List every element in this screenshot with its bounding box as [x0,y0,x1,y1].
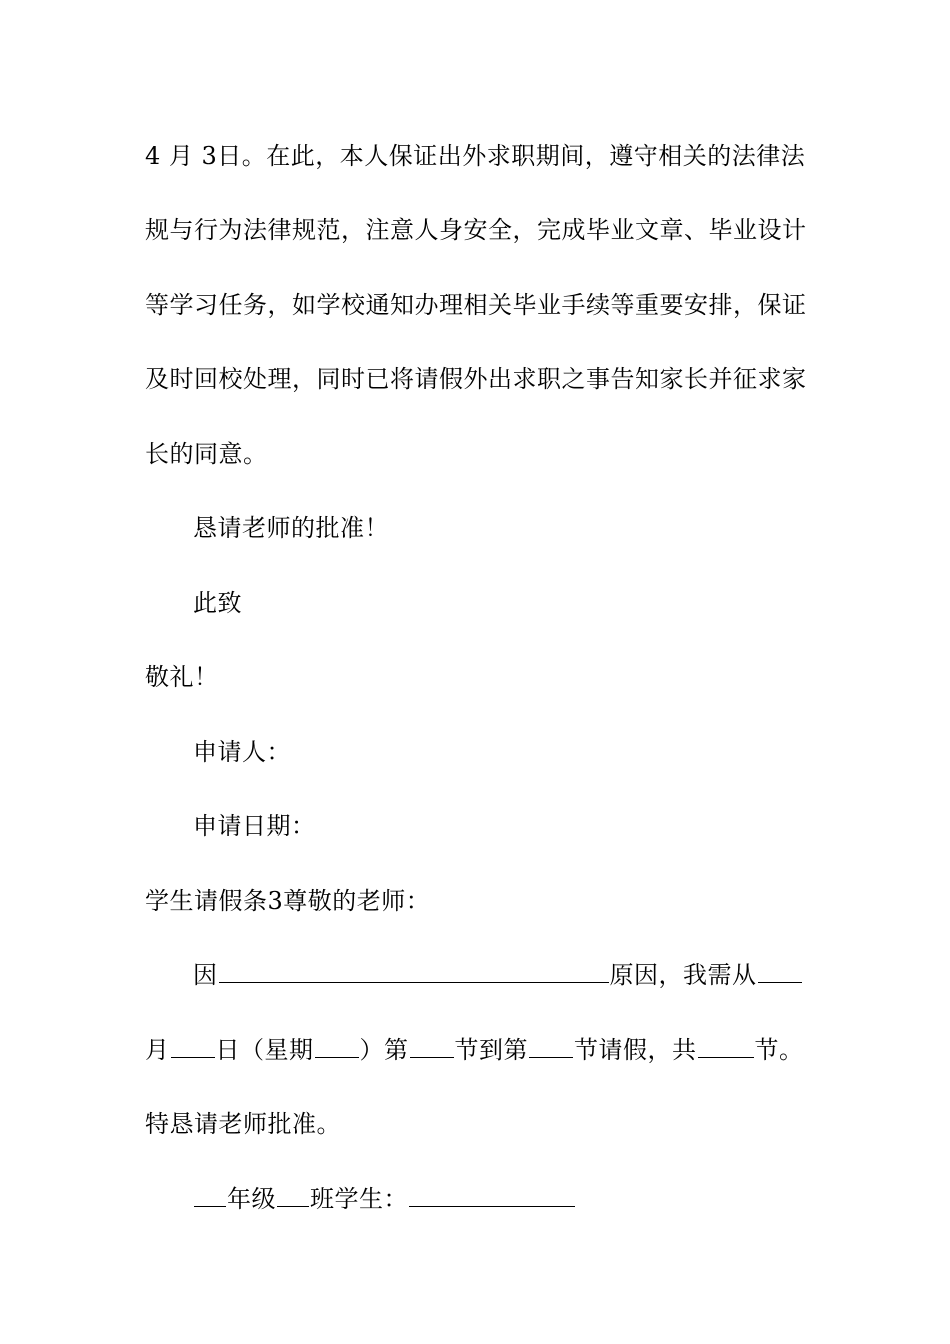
leave-text: 节请假，共 [574,1036,697,1064]
day-blank[interactable] [171,1035,215,1058]
reason-line [193,959,803,991]
class-student-text: 班学生： [310,1185,408,1213]
note3-heading: 学生请假条3尊敬的老师： [145,887,431,915]
weekday-blank[interactable] [315,1035,359,1058]
periods-end-text: 节。 [754,1036,804,1064]
paragraph-line: 及时回校处理，同时已将请假外出求职之事告知家长并征求家 [145,365,807,393]
paragraph-line: 长的同意。 [145,440,268,468]
student-name-blank[interactable] [409,1184,575,1207]
paragraph-line: 规与行为法律规范，注意人身安全，完成毕业文章、毕业设计 [145,216,807,244]
period-from-text: ）第 [359,1036,409,1064]
period-to-text: 节到第 [454,1036,528,1064]
request-line: 恳请老师的批准！ [193,514,389,542]
because-text: 因 [193,961,218,989]
reason-suffix-text: 原因，我需从 [609,961,757,989]
total-periods-blank[interactable] [698,1035,754,1058]
salute-line: 敬礼！ [145,663,219,691]
paragraph-line: 4 月 3日。在此，本人保证出外求职期间，遵守相关的法律法 [145,142,806,170]
closing-line: 此致 [193,589,242,617]
month-text: 月 [145,1036,170,1064]
request-approval-line: 特恳请老师批准。 [145,1110,341,1138]
grade-blank[interactable] [194,1184,226,1207]
class-blank[interactable] [277,1184,309,1207]
reason-blank[interactable] [219,960,609,983]
schedule-line [145,1034,804,1066]
student-line [193,1183,576,1215]
grade-text: 年级 [227,1185,276,1213]
applicant-label: 申请人： [193,738,291,766]
month-blank[interactable] [758,960,802,983]
paragraph-line: 等学习任务，如学校通知办理相关毕业手续等重要安排，保证 [145,291,807,319]
end-period-blank[interactable] [529,1035,573,1058]
date-label: 申请日期： [193,812,316,840]
day-text: 日（星期 [215,1036,314,1064]
start-period-blank[interactable] [410,1035,454,1058]
